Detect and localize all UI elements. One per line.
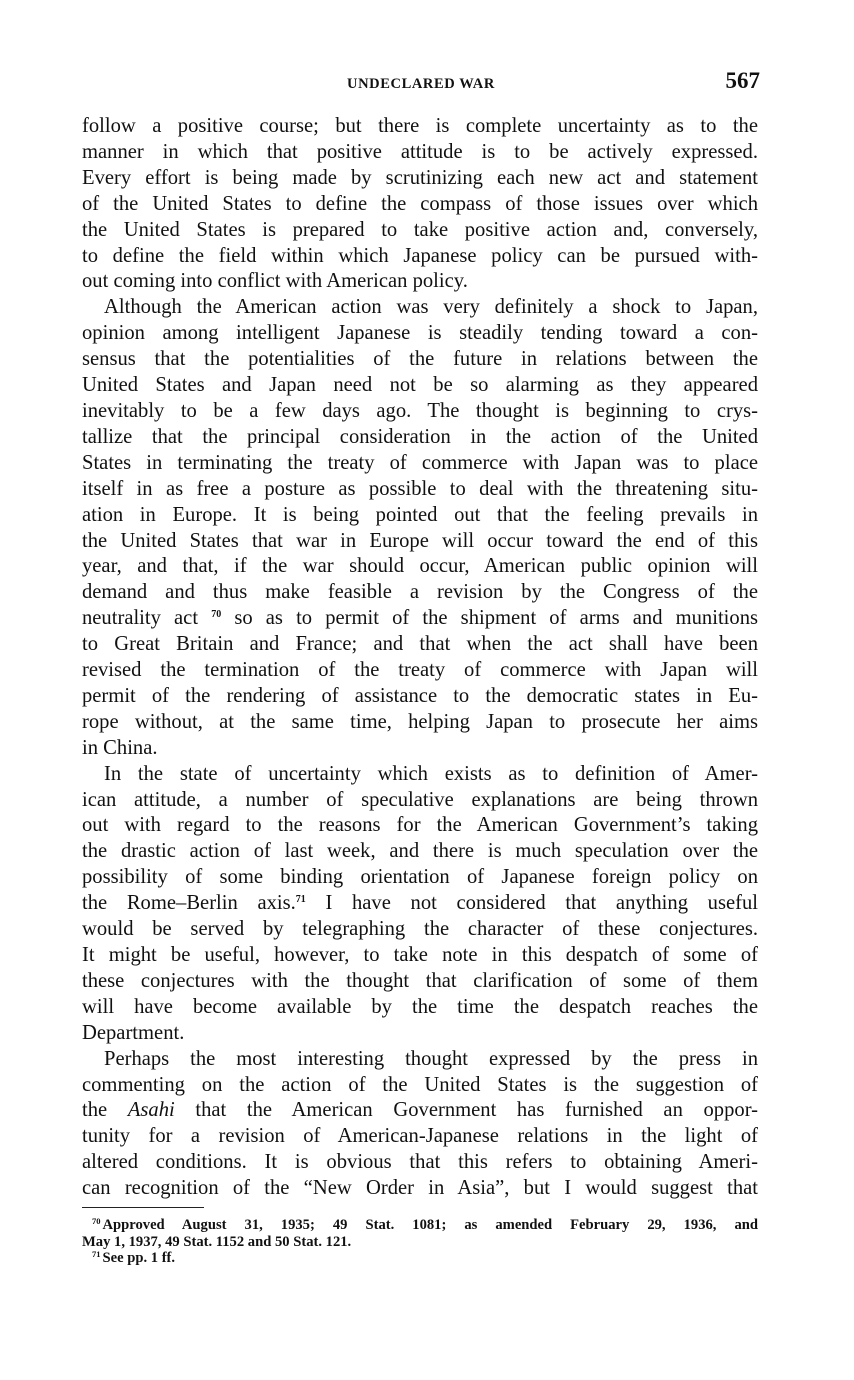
- line-prefix: the Rome–Berlin axis.: [82, 892, 296, 915]
- text-line: Although the American action was very definitely a shock to Japan,: [104, 296, 758, 319]
- footnote-71: [82, 1250, 758, 1267]
- line-rest: so as to permit of the shipment of arms and munitions: [234, 607, 759, 630]
- footnote-line: May 1, 1937, 49 Stat. 1152 and 50 Stat. 121.: [82, 1233, 352, 1250]
- paragraph-4: [82, 1047, 758, 1202]
- footnote-line: [82, 1217, 758, 1234]
- text-line-with-italic: [82, 1098, 758, 1124]
- text-line: these conjectures with the thought that clarification of some of them: [82, 969, 758, 992]
- text-line: ation in Europe. It is being pointed out that the feeling prevails in: [82, 503, 758, 526]
- text-line: altered conditions. It is obvious that this refers to obtaining Ameri-: [82, 1151, 758, 1174]
- line-rest: that the American Government has furnished an oppor-: [195, 1099, 758, 1122]
- paragraph-2: [82, 295, 758, 761]
- running-head: [82, 70, 760, 100]
- body-text: [82, 114, 758, 1202]
- text-line: ican attitude, a number of speculative explanations are being thrown: [82, 788, 758, 811]
- text-line: manner in which that positive attitude is to be actively expressed.: [82, 140, 758, 163]
- footnote-rule: [82, 1207, 204, 1208]
- running-title: UNDECLARED WAR: [347, 76, 495, 92]
- text-line: in China.: [82, 736, 158, 759]
- text-line: tallize that the principal consideration in the action of the United: [82, 425, 758, 448]
- footnote-reference: 70: [211, 609, 222, 621]
- text-line-with-footnote: [82, 891, 758, 917]
- text-line: out coming into conflict with American policy.: [82, 270, 468, 293]
- footnote-mark: 71: [92, 1249, 101, 1259]
- text-line: Perhaps the most interesting thought expressed by the press in: [104, 1047, 758, 1070]
- text-line: itself in as free a posture as possible to deal with the threatening situ-: [82, 477, 758, 500]
- text-line: year, and that, if the war should occur, American public opinion will: [82, 555, 758, 578]
- text-line: the United States that war in Europe will occur toward the end of this: [82, 529, 758, 552]
- newspaper-name: Asahi: [127, 1099, 175, 1122]
- footnote-text: See pp. 1 ff.: [102, 1250, 176, 1266]
- text-line: would be served by telegraphing the character of these conjectures.: [82, 918, 758, 941]
- text-line: to Great Britain and France; and that when the act shall have been: [82, 633, 758, 656]
- text-line: revised the termination of the treaty of commerce with Japan will: [82, 659, 758, 682]
- footnote-line: [82, 1250, 758, 1267]
- line-prefix: neutrality act: [82, 607, 199, 630]
- footnote-70: [82, 1217, 758, 1250]
- text-line: inevitably to be a few days ago. The thought is beginning to crys-: [82, 399, 758, 422]
- text-line: opinion among intelligent Japanese is steadily tending toward a con-: [82, 322, 758, 345]
- footnote-text: Approved August 31, 1935; 49 Stat. 1081; as amended February 29, 1936, and: [102, 1217, 758, 1233]
- text-line: tunity for a revision of American-Japanese relations in the light of: [82, 1125, 758, 1148]
- page-number: 567: [725, 68, 760, 93]
- text-line: can recognition of the “New Order in Asia”, but I would suggest that: [82, 1177, 758, 1200]
- text-line: possibility of some binding orientation of Japanese foreign policy on: [82, 866, 758, 889]
- text-line: will have become available by the time the despatch reaches the: [82, 995, 758, 1018]
- footnote-reference: 71: [295, 894, 306, 906]
- text-line: permit of the rendering of assistance to the democratic states in Eu-: [82, 684, 758, 707]
- text-line: the drastic action of last week, and there is much speculation over the: [82, 840, 758, 863]
- text-line: United States and Japan need not be so alarming as they appeared: [82, 374, 758, 397]
- text-line: Department.: [82, 1021, 185, 1044]
- line-rest: I have not considered that anything useful: [325, 892, 758, 915]
- text-line: the United States is prepared to take positive action and, conversely,: [82, 218, 758, 241]
- paragraph-1: [82, 114, 758, 295]
- line-prefix: the: [82, 1099, 108, 1122]
- text-line: to define the field within which Japanese policy can be pursued with-: [82, 244, 758, 267]
- text-line: Every effort is being made by scrutinizing each new act and statement: [82, 166, 758, 189]
- text-line-with-footnote: [82, 606, 758, 632]
- text-line: follow a positive course; but there is complete uncertainty as to the: [82, 115, 758, 137]
- text-line: demand and thus make feasible a revision by the Congress of the: [82, 581, 758, 604]
- paragraph-3: [82, 762, 758, 1047]
- text-line: rope without, at the same time, helping Japan to prosecute her aims: [82, 710, 758, 733]
- text-line: sensus that the potentialities of the future in relations between the: [82, 348, 758, 371]
- text-line: In the state of uncertainty which exists as to definition of Amer-: [104, 762, 758, 785]
- footnote-mark: 70: [92, 1216, 101, 1226]
- text-line: States in terminating the treaty of commerce with Japan was to place: [82, 451, 758, 474]
- footnotes: [82, 1217, 758, 1267]
- text-line: It might be useful, however, to take note in this despatch of some of: [82, 944, 758, 966]
- text-line: out with regard to the reasons for the American Government’s taking: [82, 814, 758, 837]
- text-line: of the United States to define the compass of those issues over which: [82, 192, 758, 215]
- text-line: commenting on the action of the United States is the suggestion of: [82, 1073, 758, 1096]
